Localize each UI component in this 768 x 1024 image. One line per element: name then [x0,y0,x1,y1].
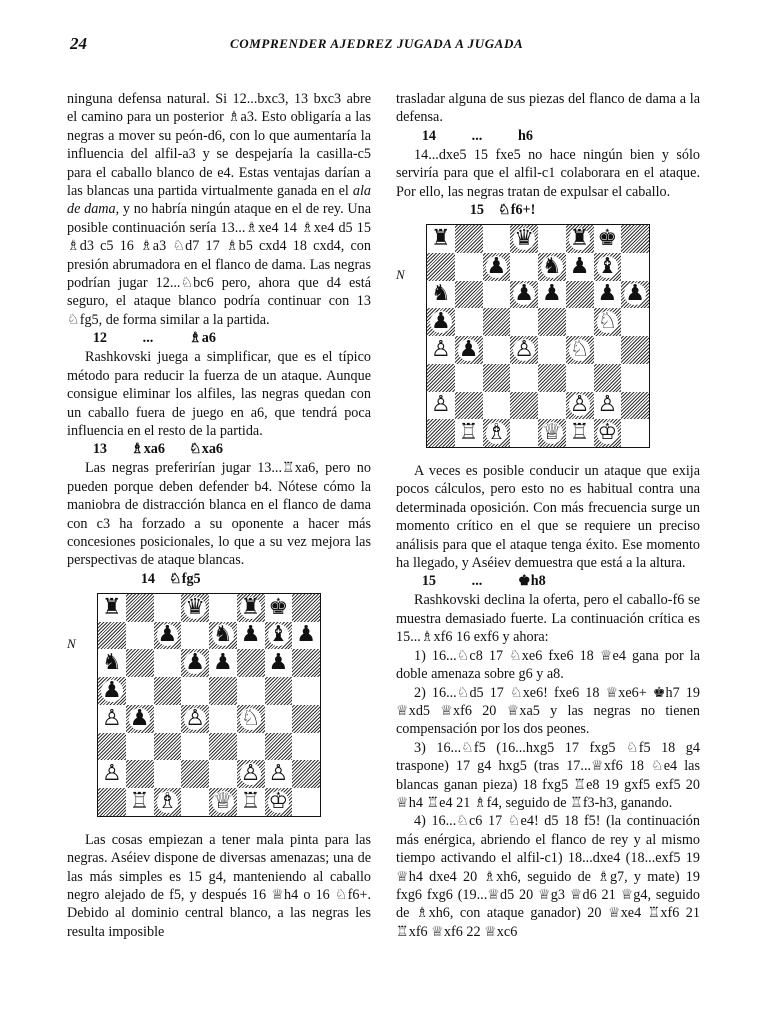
chess-piece: ♙ [431,392,451,418]
board-square [237,733,265,761]
black-move: ♗a6 [189,330,216,347]
chess-piece: ♟ [296,622,316,648]
board-square [292,788,320,816]
board-square [292,594,320,622]
board-square [566,253,594,281]
board-square [566,281,594,309]
board-square [510,364,538,392]
analysis-item: 2) 16...♘d5 17 ♘xe6! fxe6 18 ♕xe6+ ♚h7 19 ♕xd5 ♕xf6 20 ♕xa5 y las negras no tienen compensación por los dos peones. [396,684,700,738]
board-square [209,622,237,650]
board-square [181,677,209,705]
board-square [154,649,182,677]
board-square [538,308,566,336]
move-number: 12 [92,330,107,347]
board-square [181,760,209,788]
white-move: ... [142,330,154,347]
black-move: ♚h8 [518,573,546,590]
board-square [566,419,594,447]
chess-piece: ♜ [431,225,451,251]
board-square [209,594,237,622]
board-square [427,336,455,364]
board-square [483,225,511,253]
board-square [510,419,538,447]
board-square [265,705,293,733]
board-square [455,364,483,392]
board-square [594,308,622,336]
board-square [538,364,566,392]
board-square [98,788,126,816]
board-square [154,594,182,622]
board-square [181,622,209,650]
chess-board [97,593,321,817]
board-square [154,677,182,705]
board-square [98,677,126,705]
board-square [209,788,237,816]
board-square [126,622,154,650]
chess-piece: ♜ [569,225,590,251]
chess-piece: ♟ [185,650,205,676]
board-square [483,419,511,447]
board-square [98,760,126,788]
board-square [292,677,320,705]
board-square [292,760,320,788]
board-square [237,705,265,733]
chess-piece: ♟ [102,677,122,703]
board-square [483,308,511,336]
move-number: 14 [140,570,155,587]
board-square [566,225,594,253]
move-line [396,127,700,146]
chess-piece: ♟ [625,281,645,307]
board-square [292,622,320,650]
analysis-item: 3) 16...♘f5 (16...hxg5 17 fxg5 ♘f5 18 g4 traspone) 17 g4 hxg5 (tras 17...♕xf6 18 ♘e4 las blancas ganan pieza) 18 fxg5 ♖e8 19 gxf5 exf5 20 ♕h4 ♖e4 21 ♗f4, seguido de ♖f3-h3, ganando. [396,739,700,811]
board-square [98,622,126,650]
side-to-move-label: N [396,267,405,283]
board-square [237,622,265,650]
board-square [510,253,538,281]
board-square [538,225,566,253]
board-square [566,392,594,420]
page-header [70,34,706,56]
board-square [154,788,182,816]
chess-piece: ♔ [268,788,289,814]
board-square [265,622,293,650]
chess-piece: ♟ [542,281,562,307]
board-square [126,760,154,788]
board-square [427,253,455,281]
paragraph: trasladar alguna de sus piezas del flanco de dama a la defensa. [396,91,700,126]
board-square [154,760,182,788]
board-square [427,225,455,253]
board-square [98,594,126,622]
board-square [126,594,154,622]
chess-piece: ♚ [597,225,618,251]
chess-piece: ♘ [597,309,618,335]
move-number: 15 [421,573,436,590]
board-square [455,281,483,309]
board-square [455,336,483,364]
white-move: ♘fg5 [169,570,201,587]
board-square [237,788,265,816]
board-square [181,733,209,761]
board-square [209,677,237,705]
move-number: 14 [421,127,436,144]
chess-piece: ♟ [268,650,289,676]
chess-piece: ♙ [597,392,618,418]
board-square [181,705,209,733]
chess-piece: ♙ [431,336,451,362]
text: , y no habría ningún ataque en el de rey. Una posible continuación sería 13...♗xe4 14 ♗xe4 d5 15 ♗d3 c5 16 ♗a3 ♘d7 17 ♗b5 cxd4 18 cxd4, con presión abrumadora en el flanco de dama. Las negras podrían jugar 12...♘bc6 pero, ahora que d4 está seguro, el ataque blanco podría continuar con 13 ♘fg5, de forma similar a la partida. [67,201,372,328]
board-square [594,364,622,392]
board-square [594,281,622,309]
board-square [265,649,293,677]
board-square [126,788,154,816]
board-square [98,705,126,733]
chess-piece: ♛ [185,594,205,620]
board-square [292,649,320,677]
board-square [538,392,566,420]
chess-piece: ♜ [240,594,261,620]
chess-piece: ♝ [597,253,618,279]
left-column [67,90,371,941]
paragraph: Las negras preferirían jugar 13...♖xa6, pero no pueden porque deben defender b4. Nótese cómo la maniobra de distracción blanca en el flanco de dama con c3 ha forzado a su oponente a hacer más concesiones posicionales, lo que a su vez mejora las perspectivas de ataque blancas. [67,460,371,569]
board-square [98,649,126,677]
move-line [396,572,700,591]
board-square [126,677,154,705]
board-square [292,733,320,761]
chess-piece: ♟ [431,309,451,335]
chess-piece: ♖ [569,420,590,446]
board-square [126,649,154,677]
board-square [455,392,483,420]
analysis-item: 1) 16...♘c8 17 ♘xe6 fxe6 18 ♕e4 gana por la doble amenaza sobre g6 y a8. [396,647,700,683]
board-square [621,419,649,447]
chess-piece: ♞ [542,253,562,279]
board-square [181,649,209,677]
board-square [538,281,566,309]
chess-piece: ♔ [597,420,618,446]
chess-piece: ♟ [157,622,178,648]
side-to-move-label: N [67,635,76,651]
board-square [594,392,622,420]
chess-piece: ♙ [268,761,289,787]
board-square [510,308,538,336]
board-square [237,594,265,622]
paragraph: 14...dxe5 15 fxe5 no hace ningún bien y sólo serviría para que el alfil-c1 colaborara en el ataque. Por ello, las negras tratan de expulsar el caballo. [396,146,700,200]
board-square [483,364,511,392]
board-square [483,392,511,420]
board-square [594,336,622,364]
board-square [154,705,182,733]
board-square [209,733,237,761]
black-move: ♘xa6 [189,441,224,458]
board-square [455,253,483,281]
board-square [483,253,511,281]
paragraph: Rashkovski declina la oferta, pero el caballo-f6 se muestra demasiado fuerte. La continuación crítica es 15...♗xf6 16 exf6 y ahora: [396,592,700,646]
chess-piece: ♘ [240,705,261,731]
board-square [237,760,265,788]
move-line [67,329,371,348]
board-square [427,281,455,309]
board-square [181,594,209,622]
board-square [154,622,182,650]
board-square [621,225,649,253]
chess-piece: ♘ [569,336,590,362]
board-square [237,677,265,705]
board-square [265,760,293,788]
chess-piece: ♟ [514,281,534,307]
chess-piece: ♟ [569,253,590,279]
chess-piece: ♞ [431,281,451,307]
board-square [265,733,293,761]
board-square [510,281,538,309]
board-square [621,253,649,281]
board-square [237,649,265,677]
chess-piece: ♛ [514,225,534,251]
board-square [427,419,455,447]
board-square [427,364,455,392]
chess-piece: ♕ [542,420,562,446]
chess-piece: ♙ [240,761,261,787]
board-square [209,649,237,677]
page-number: 24 [70,34,87,53]
white-move: ♗xa6 [130,441,165,458]
chess-piece: ♙ [102,761,122,787]
chess-piece: ♙ [514,336,534,362]
paragraph: A veces es posible conducir un ataque que exija pocos cálculos, pero esto no es habitual contra una determinada oposición. Con más frecuencia surge un momento crítico en el que se requiere un preciso análisis para que el ataque tenga éxito. Ese momento ha llegado, y Aséiev demuestra que está a la altura. [396,463,700,572]
board-square [181,788,209,816]
board-square [98,733,126,761]
paragraph: Rashkovski juega a simplificar, que es el típico método para reducir la fuerza de un ataque. Aunque consigue eliminar los alfiles, las negras quedan con un caballo fuera de juego en a6, que tendrá poca influencia en el resto de la partida. [67,349,371,439]
move-number: 13 [92,441,107,458]
board-square [594,253,622,281]
chess-piece: ♙ [569,392,590,418]
text: ninguna defensa natural. Si 12...bxc3, 13 bxc3 abre el camino para un posterior ♗a3. Esto obligaría a las negras a mover su peón-d6, con lo que aumentaría la influencia del alfil-a3 y se despejaría la casilla-c5 para el caballo blanco de e4. Estas ventajas darían a las blancas una partida virtualmente ganada en el [67,91,371,200]
move-number: 15 [469,202,484,219]
paragraph: Las cosas empiezan a tener mala pinta para las negras. Aséiev dispone de diversas amenazas; una de las más simples es 15 g4, manteniendo al caballo negro alejado de f5, y después 16 ♕h4 o 16 ♘f6+. Debido al dominio central blanco, a las negras les resulta imposible [67,831,371,940]
chess-piece: ♟ [597,281,618,307]
chess-piece: ♟ [486,253,507,279]
board-square [566,336,594,364]
board-square [538,336,566,364]
chess-piece: ♟ [129,705,150,731]
chess-piece: ♗ [157,788,178,814]
board-square [510,225,538,253]
chess-piece: ♗ [486,420,507,446]
board-square [621,308,649,336]
board-square [265,788,293,816]
white-move: ♘f6+! [498,202,536,219]
chess-piece: ♟ [213,650,233,676]
chess-diagram [396,224,700,454]
chess-piece: ♜ [102,594,122,620]
move-line [67,440,371,459]
board-square [510,336,538,364]
chess-piece: ♙ [102,705,122,731]
board-square [209,760,237,788]
chess-diagram [67,593,371,823]
white-move: ... [471,573,483,590]
chess-piece: ♖ [240,788,261,814]
board-square [510,392,538,420]
board-square [621,336,649,364]
chess-piece: ♝ [268,622,289,648]
board-square [455,225,483,253]
board-square [483,336,511,364]
board-square [621,364,649,392]
chess-board [426,224,650,448]
running-title: COMPRENDER AJEDREZ JUGADA A JUGADA [230,36,524,51]
board-square [566,308,594,336]
chess-piece: ♞ [102,650,122,676]
chess-piece: ♕ [213,788,233,814]
board-square [265,594,293,622]
chess-piece: ♟ [458,336,479,362]
chess-piece: ♖ [458,420,479,446]
board-square [594,225,622,253]
board-square [209,705,237,733]
right-column [396,90,700,941]
board-square [455,419,483,447]
board-square [455,308,483,336]
board-square [621,392,649,420]
white-move: ... [471,127,483,144]
board-square [538,419,566,447]
board-square [427,392,455,420]
black-move: h6 [518,127,533,144]
chess-piece: ♟ [240,622,261,648]
chess-piece: ♖ [129,788,150,814]
board-square [483,281,511,309]
board-square [621,281,649,309]
chess-piece: ♚ [268,594,289,620]
move-line [67,570,371,589]
board-square [566,364,594,392]
move-line [396,201,700,220]
chess-piece: ♙ [185,705,205,731]
board-square [126,733,154,761]
chess-piece: ♞ [213,622,233,648]
board-square [427,308,455,336]
board-square [154,733,182,761]
emphasis: ala de dama [67,183,372,218]
board-square [126,705,154,733]
board-square [292,705,320,733]
board-square [538,253,566,281]
board-square [265,677,293,705]
paragraph [67,90,371,329]
board-square [594,419,622,447]
analysis-item: 4) 16...♘c6 17 ♘e4! d5 18 f5! (la continuación más enérgica, abriendo el flanco de rey y al mismo tiempo activando el alfil-c1) 18...dxe4 (18...exf5 19 ♕h4 dxe4 20 ♗xh6, seguido de ♗g7, y mate) 19 fxg6 fxg6 (19...♕d5 20 ♕g3 ♕d6 21 ♕g4, seguido de ♗xh6, con ataque ganador) 20 ♕xe4 ♖xf6 21 ♖xf6 ♕xf6 22 ♕xc6 [396,813,700,940]
